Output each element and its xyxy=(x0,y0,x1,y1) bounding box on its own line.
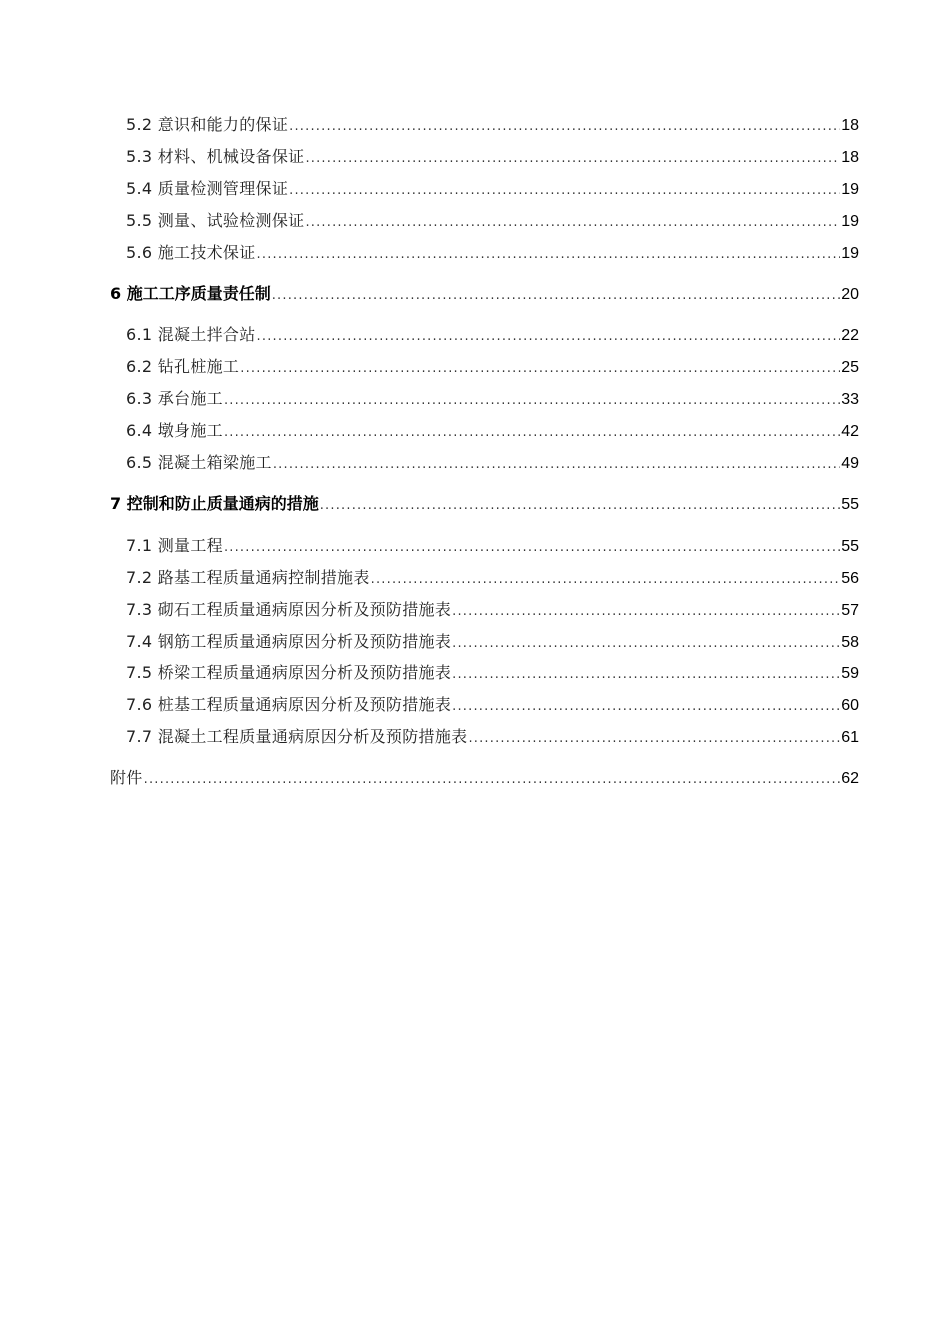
toc-entry-5-5[interactable] xyxy=(126,210,859,232)
toc-leader-dots xyxy=(468,728,840,750)
toc-leader-dots xyxy=(371,569,841,591)
toc-entry-page: 55 xyxy=(841,496,859,513)
toc-entry-7-4[interactable] xyxy=(126,631,859,653)
toc-heading-7[interactable] xyxy=(110,493,859,515)
toc-leader-dots xyxy=(452,633,840,655)
toc-entry-7-5[interactable] xyxy=(126,662,859,684)
toc-entry-7-1[interactable] xyxy=(126,535,859,557)
toc-entry-6-1[interactable] xyxy=(126,324,859,346)
toc-entry-label: 7.5 桥梁工程质量通病原因分析及预防措施表 xyxy=(126,663,452,682)
toc-entry-label: 7.1 测量工程 xyxy=(126,536,223,555)
toc-entry-page: 49 xyxy=(841,455,859,472)
toc-entry-page: 18 xyxy=(841,149,859,166)
toc-entry-page: 42 xyxy=(841,423,859,440)
toc-entry-page: 59 xyxy=(841,665,859,682)
toc-leader-dots xyxy=(452,696,840,718)
toc-entry-page: 55 xyxy=(841,538,859,555)
toc-entry-page: 56 xyxy=(841,570,859,587)
toc-leader-dots xyxy=(452,601,840,623)
toc-leader-dots xyxy=(257,244,841,266)
toc-heading-6[interactable] xyxy=(110,283,859,305)
toc-leader-dots xyxy=(224,390,840,412)
toc-entry-label: 5.6 施工技术保证 xyxy=(126,243,256,262)
toc-entry-7-7[interactable] xyxy=(126,726,859,748)
toc-entry-6-2[interactable] xyxy=(126,356,859,378)
toc-entry-6-4[interactable] xyxy=(126,420,859,442)
toc-entry-label: 5.5 测量、试验检测保证 xyxy=(126,211,305,230)
toc-entry-label: 7.2 路基工程质量通病控制措施表 xyxy=(126,568,370,587)
toc-entry-label: 7.4 钢筋工程质量通病原因分析及预防措施表 xyxy=(126,632,452,651)
toc-leader-dots xyxy=(320,495,840,517)
toc-entry-5-2[interactable] xyxy=(126,114,859,136)
toc-leader-dots xyxy=(452,664,840,686)
toc-entry-label: 6.5 混凝土箱梁施工 xyxy=(126,453,272,472)
toc-leader-dots xyxy=(240,358,840,380)
toc-entry-label: 5.2 意识和能力的保证 xyxy=(126,115,289,134)
toc-heading-label: 6 施工工序质量责任制 xyxy=(110,284,271,303)
toc-entry-7-6[interactable] xyxy=(126,694,859,716)
toc-leader-dots xyxy=(257,326,841,348)
toc-entry-label: 7.3 砌石工程质量通病原因分析及预防措施表 xyxy=(126,600,452,619)
toc-leader-dots xyxy=(273,454,840,476)
toc-entry-page: 18 xyxy=(841,117,859,134)
toc-leader-dots xyxy=(305,148,840,170)
toc-entry-label: 7.6 桩基工程质量通病原因分析及预防措施表 xyxy=(126,695,452,714)
toc-entry-label: 6.4 墩身施工 xyxy=(126,421,223,440)
toc-entry-page: 19 xyxy=(841,245,859,262)
toc-leader-dots xyxy=(289,116,840,138)
toc-entry-page: 60 xyxy=(841,697,859,714)
toc-entry-appendix[interactable] xyxy=(110,767,859,789)
toc-entry-page: 22 xyxy=(841,327,859,344)
toc-entry-label: 附件 xyxy=(110,768,143,787)
toc-entry-label: 6.2 钻孔桩施工 xyxy=(126,357,240,376)
toc-entry-label: 6.3 承台施工 xyxy=(126,389,223,408)
toc-leader-dots xyxy=(224,422,840,444)
toc-heading-label: 7 控制和防止质量通病的措施 xyxy=(110,494,319,513)
toc-entry-page: 19 xyxy=(841,213,859,230)
toc-leader-dots xyxy=(144,769,841,791)
toc-entry-6-5[interactable] xyxy=(126,452,859,474)
toc-entry-label: 6.1 混凝土拌合站 xyxy=(126,325,256,344)
toc-entry-page: 58 xyxy=(841,634,859,651)
toc-entry-7-3[interactable] xyxy=(126,599,859,621)
toc-entry-page: 25 xyxy=(841,359,859,376)
toc-leader-dots xyxy=(224,537,840,559)
toc-leader-dots xyxy=(289,180,840,202)
toc-entry-page: 20 xyxy=(841,286,859,303)
toc-entry-5-3[interactable] xyxy=(126,146,859,168)
toc-entry-label: 5.4 质量检测管理保证 xyxy=(126,179,289,198)
toc-entry-5-6[interactable] xyxy=(126,242,859,264)
toc-entry-page: 33 xyxy=(841,391,859,408)
toc-entry-label: 7.7 混凝土工程质量通病原因分析及预防措施表 xyxy=(126,727,468,746)
toc-entry-7-2[interactable] xyxy=(126,567,859,589)
toc-entry-label: 5.3 材料、机械设备保证 xyxy=(126,147,305,166)
toc-entry-6-3[interactable] xyxy=(126,388,859,410)
toc-entry-page: 57 xyxy=(841,602,859,619)
toc-entry-page: 61 xyxy=(841,729,859,746)
toc-entry-5-4[interactable] xyxy=(126,178,859,200)
toc-leader-dots xyxy=(272,285,840,307)
toc-leader-dots xyxy=(305,212,840,234)
toc-entry-page: 19 xyxy=(841,181,859,198)
toc-entry-page: 62 xyxy=(841,770,859,787)
